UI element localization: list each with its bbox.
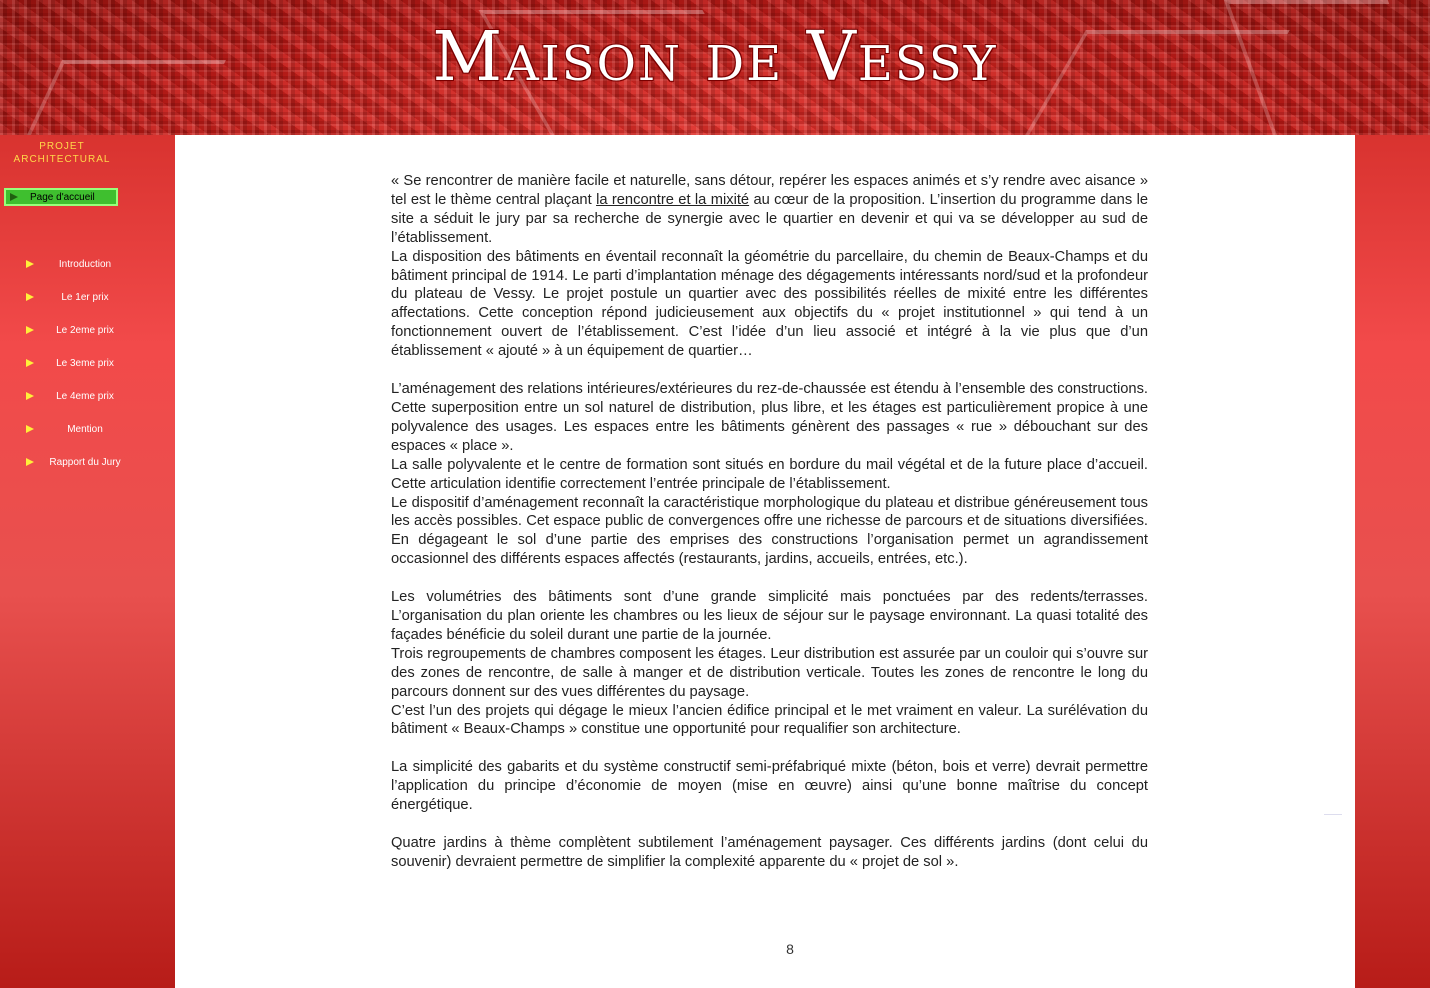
sidebar-title: PROJET ARCHITECTURAL [13, 141, 111, 165]
paragraph: Les volumétries des bâtiments sont d’une grande simplicité mais ponctuées par des redents/terrasses. L’organisation du plan oriente les chambres ou les lieux de séjour sur le paysage environnant. La quasi totalité des façades bénéficie du soleil durant une partie de la journée. [391, 589, 1148, 643]
play-arrow-icon [10, 193, 18, 201]
paragraph: L’aménagement des relations intérieures/extérieures du rez-de-chaussée est étendu à l’ensemble des constructions. Cette superposition entre un sol naturel de distribution, plus libre, et les étages est particulièrement propice à une polyvalence des usages. Les espaces entre les bâtiments génèrent des passages « rue » débouchant sur des espaces « place ». [391, 381, 1148, 454]
paragraph: C’est l’un des projets qui dégage le mieux l’ancien édifice principal et le met vraiment en valeur. La surélévation du bâtiment « Beaux-Champs » constitue une opportunité pour requalifier son architecture. [391, 702, 1148, 738]
home-button-label: Page d'accueil [30, 191, 95, 203]
nav-item-label: Introduction [58, 258, 112, 270]
play-arrow-icon [26, 359, 34, 367]
play-arrow-icon [26, 425, 34, 433]
nav-item-1er-prix[interactable] [26, 290, 136, 304]
nav-item-label: Le 2eme prix [56, 324, 114, 336]
nav-item-label: Le 4eme prix [56, 390, 114, 402]
play-arrow-icon [26, 458, 34, 466]
paragraph: La simplicité des gabarits et du système constructif semi-préfabriqué mixte (béton, bois et verre) devrait permettre l’application du principe d’économie de moyen (mise en œuvre) ainsi qu’une bonne maîtrise du concept énergétique. [391, 759, 1148, 814]
nav-item-rapport-du-jury[interactable] [26, 455, 136, 469]
nav-item-introduction[interactable] [26, 257, 136, 271]
nav-item-label: Mention [67, 423, 103, 435]
nav-item-label: Le 1er prix [61, 291, 109, 303]
home-button[interactable] [4, 188, 118, 206]
divider [1324, 814, 1342, 815]
play-arrow-icon [26, 326, 34, 334]
nav-item-2eme-prix[interactable] [26, 323, 136, 337]
site-title: Maison de Vessy [432, 18, 998, 97]
play-arrow-icon [26, 392, 34, 400]
paragraph: Le dispositif d’aménagement reconnaît la caractéristique morphologique du plateau et distribue généreusement tous les accès possibles. Cet espace public de convergences offre une richesse de parcours et de situations diversifiées. En dégageant le sol d’une partie des emprises des constructions l’organisation permet un agrandissement occasionnel des différents espaces affectés (restaurants, jardins, accueils, entrées, etc.). [391, 494, 1148, 568]
underlined-text: la rencontre et la mixité [596, 191, 750, 208]
nav-item-3eme-prix[interactable] [26, 356, 136, 370]
nav-item-mention[interactable] [26, 422, 136, 436]
paragraph: Quatre jardins à thème complètent subtilement l’aménagement paysager. Ces différents jardins (dont celui du souvenir) devraient permettre de simplifier la complexité apparente du « projet de sol ». [391, 835, 1148, 870]
document-page [175, 135, 1355, 988]
paragraph: La salle polyvalente et le centre de formation sont situés en bordure du mail végétal et de la future place d’accueil. Cette articulation identifie correctement l’entrée principale de l’établissement. [391, 456, 1148, 492]
paragraph: Trois regroupements de chambres composent les étages. Leur distribution est assurée par un couloir qui s’ouvre sur des zones de rencontre, de salle à manger et de distribution verticale. Toutes les zones de rencontre le long du parcours donnent sur des vues différentes du paysage. [391, 645, 1148, 700]
paragraph-text: « Se rencontrer de manière facile et naturelle, sans détour, repérer les espaces animés et s’y rendre avec aisance » tel est le thème central plaçant [391, 173, 1148, 208]
page-number: 8 [786, 941, 794, 957]
play-arrow-icon [26, 293, 34, 301]
sidebar [0, 135, 175, 988]
document-text [391, 172, 1148, 872]
play-arrow-icon [26, 260, 34, 268]
nav-item-label: Rapport du Jury [49, 456, 121, 468]
nav-item-4eme-prix[interactable] [26, 389, 136, 403]
paragraph: La disposition des bâtiments en éventail reconnaît la géométrie du parcellaire, du chemin de Beaux-Champs et du bâtiment principal de 1914. Le parti d’implantation ménage des dégagements intéressants nord/sud et la profondeur du plateau de Vessy. Le projet postule un quartier avec des possibilités réelles de mixité entre les différentes affectations. Cette conception répond judicieusement aux objectifs du « projet institutionnel » qui tend à un fonctionnement ouvert de l’établissement. C’est l’idée d’un lieu associé et intégré à la vie plus que d’un établissement « ajouté » à un équipement de quartier… [391, 248, 1148, 360]
nav-item-label: Le 3eme prix [56, 357, 114, 369]
header-banner [0, 0, 1430, 135]
paragraph-text: au cœur de la proposition. L’insertion du programme dans le site a séduit le jury par sa recherche de synergie avec le quartier en devenir et qui va se développer au sud de l’établissement. [391, 191, 1148, 246]
paragraph [391, 172, 1148, 248]
